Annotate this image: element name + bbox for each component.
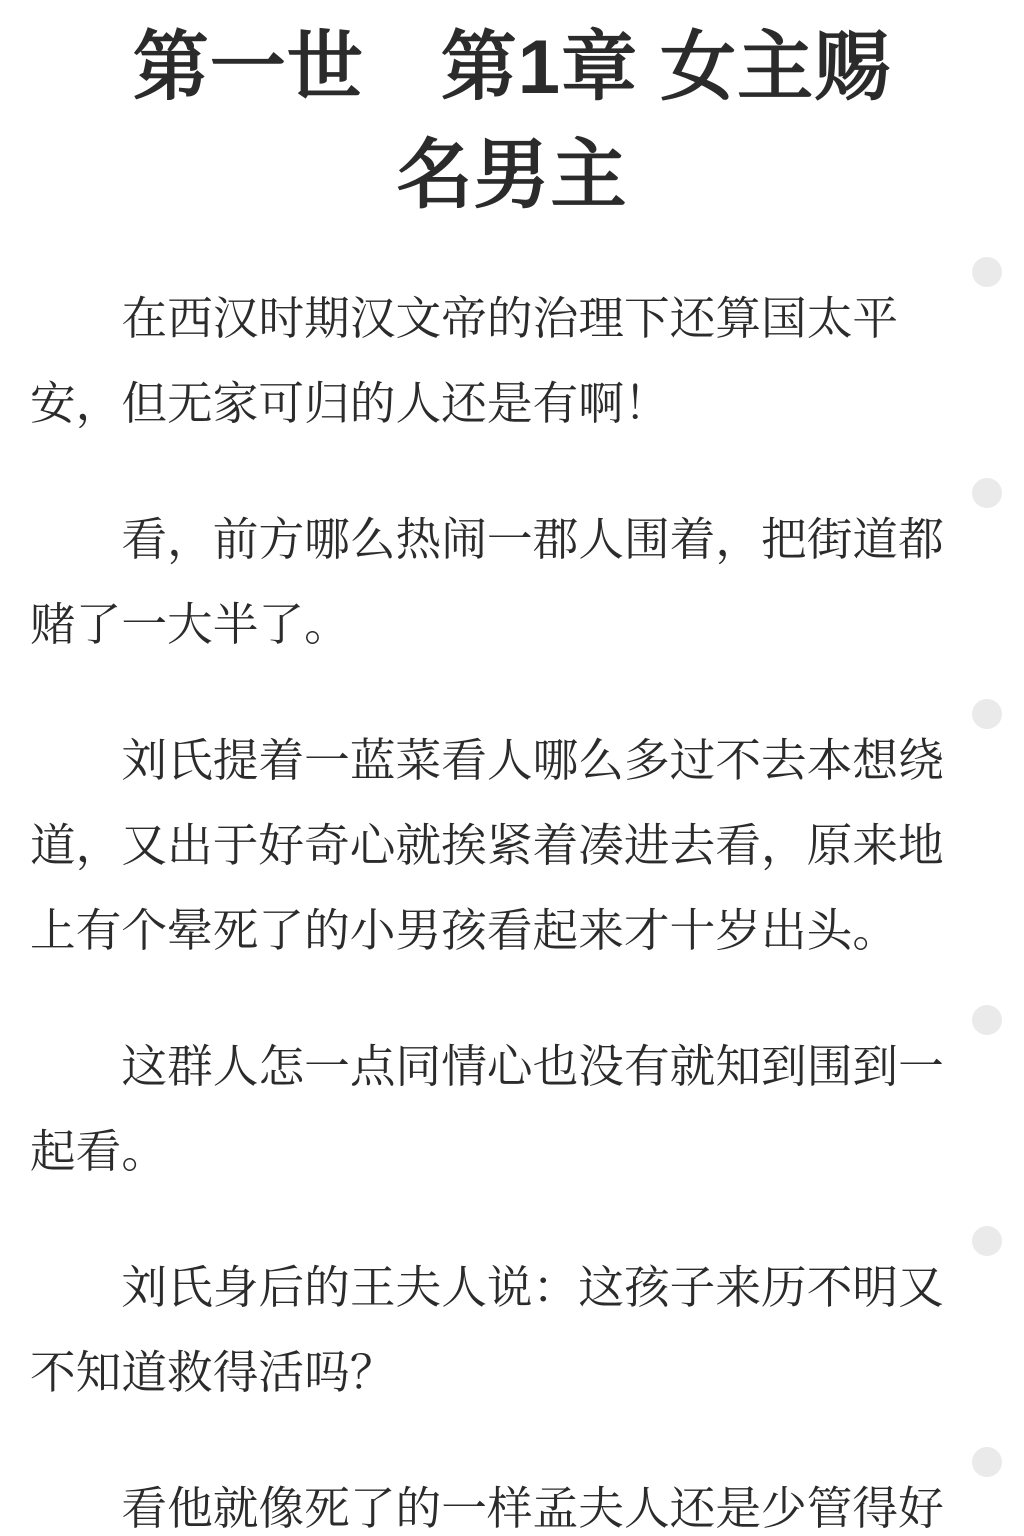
chapter-title-line-2: 名男主 bbox=[396, 133, 628, 218]
paragraph-comment-dot-icon[interactable] bbox=[972, 1447, 1002, 1477]
paragraph bbox=[0, 1466, 1024, 1536]
paragraph-comment-dot-icon[interactable] bbox=[972, 257, 1002, 287]
paragraph-text: 看他就像死了的一样孟夫人还是少管得好 bbox=[121, 1483, 944, 1534]
paragraph-comment-dot-icon[interactable] bbox=[972, 1226, 1002, 1256]
paragraph-comment-dot-icon[interactable] bbox=[972, 699, 1002, 729]
chapter-title bbox=[112, 14, 912, 230]
paragraph bbox=[0, 1024, 1024, 1194]
paragraph bbox=[0, 1245, 1024, 1415]
paragraph-text: 这群人怎一点同情心也没有就知到围到一起看。 bbox=[30, 1041, 944, 1177]
paragraph-text: 在西汉时期汉文帝的治理下还算国太平安，但无家可归的人还是有啊！ bbox=[30, 293, 899, 429]
paragraph-comment-dot-icon[interactable] bbox=[972, 478, 1002, 508]
paragraph bbox=[0, 276, 1024, 446]
paragraph-text: 看，前方哪么热闹一郡人围着，把街道都赌了一大半了。 bbox=[30, 514, 944, 650]
chapter-body bbox=[0, 276, 1024, 1536]
paragraph bbox=[0, 718, 1024, 973]
chapter-title-line-1: 第一世 第1章 女主赐 bbox=[132, 25, 892, 110]
paragraph-text: 刘氏身后的王夫人说：这孩子来历不明又不知道救得活吗？ bbox=[30, 1262, 944, 1398]
paragraph-comment-dot-icon[interactable] bbox=[972, 1005, 1002, 1035]
paragraph-text: 刘氏提着一蓝菜看人哪么多过不去本想绕道，又出于好奇心就挨紧着凑进去看，原来地上有个晕死了的小男孩看起来才十岁出头。 bbox=[30, 735, 944, 956]
paragraph bbox=[0, 497, 1024, 667]
